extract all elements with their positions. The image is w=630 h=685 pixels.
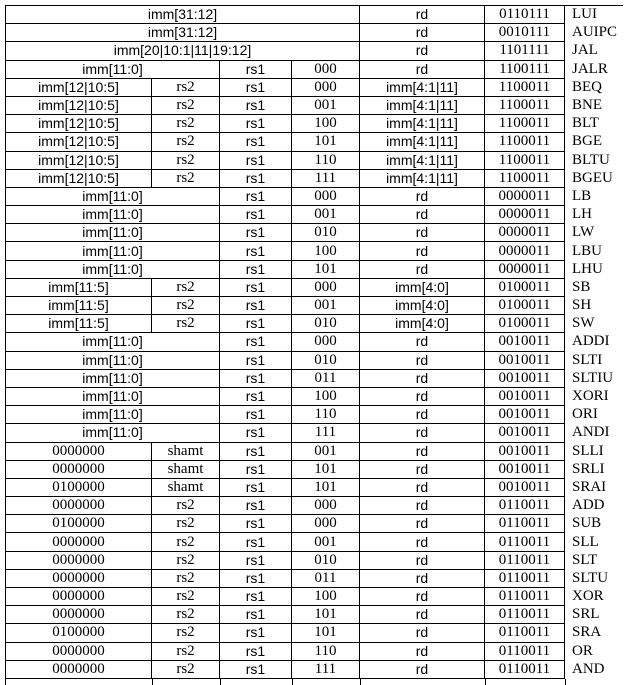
table-row — [6, 60, 623, 78]
field-cell: imm[12|10:5] — [6, 96, 152, 114]
field-cell: rs1 — [220, 96, 292, 114]
field-cell: 0010011 — [485, 369, 565, 387]
field-cell: rd — [360, 460, 485, 478]
table-row — [6, 369, 623, 387]
instruction-name: ADDI — [572, 333, 610, 350]
field-cell: 0000000 — [6, 642, 152, 660]
field-cell: rs1 — [220, 151, 292, 169]
table-row — [6, 115, 623, 133]
field-cell: imm[12|10:5] — [6, 169, 152, 187]
field-cell: 101 — [292, 606, 360, 624]
field-cell: shamt — [152, 478, 220, 496]
table-row — [6, 406, 623, 424]
field-cell: rs2 — [152, 151, 220, 169]
table-row — [6, 606, 623, 624]
field-cell: 0000000 — [6, 497, 152, 515]
instruction-name: JAL — [572, 42, 598, 59]
field-cell: 1100011 — [485, 96, 565, 114]
field-cell: imm[31:12] — [6, 6, 360, 24]
field-cell: 0000000 — [6, 533, 152, 551]
field-cell: 110 — [292, 642, 360, 660]
field-cell: rd — [360, 660, 485, 678]
field-cell: 111 — [292, 660, 360, 678]
field-cell: imm[11:5] — [6, 297, 152, 315]
instruction-name: BLT — [572, 115, 599, 132]
field-cell: rd — [360, 533, 485, 551]
field-cell: rs2 — [152, 660, 220, 678]
field-cell: 0010111 — [485, 24, 565, 42]
field-cell: rd — [360, 351, 485, 369]
table-row — [6, 478, 623, 496]
field-cell: 0110011 — [485, 533, 565, 551]
field-cell: 1100011 — [485, 115, 565, 133]
field-cell: rs2 — [152, 169, 220, 187]
field-cell: rs1 — [220, 497, 292, 515]
field-cell: rs2 — [152, 588, 220, 606]
instruction-name: SLLI — [572, 442, 604, 459]
field-cell: 0010011 — [485, 351, 565, 369]
field-cell: imm[11:0] — [6, 260, 220, 278]
field-cell: 101 — [292, 133, 360, 151]
field-cell: imm[4:1|11] — [360, 78, 485, 96]
table-row — [6, 187, 623, 205]
field-cell: rs1 — [220, 297, 292, 315]
field-cell: 000 — [292, 78, 360, 96]
instruction-name: SLTIU — [572, 369, 614, 386]
field-cell: imm[11:0] — [6, 242, 220, 260]
field-cell: 0010011 — [485, 460, 565, 478]
field-cell: 100 — [292, 115, 360, 133]
field-cell: 010 — [292, 351, 360, 369]
field-cell: 0000011 — [485, 242, 565, 260]
instruction-name: LW — [572, 224, 595, 241]
field-cell: 0010011 — [485, 478, 565, 496]
field-cell: 0110011 — [485, 660, 565, 678]
table-row — [6, 297, 623, 315]
field-cell: 000 — [292, 497, 360, 515]
field-cell: rd — [360, 551, 485, 569]
table-row — [6, 42, 623, 60]
table-continuation-edge — [5, 679, 565, 685]
table-row — [6, 624, 623, 642]
field-cell: rs2 — [152, 606, 220, 624]
field-cell: 0010011 — [485, 387, 565, 405]
table-row — [6, 224, 623, 242]
field-cell: rs1 — [220, 78, 292, 96]
field-cell: imm[11:0] — [6, 333, 220, 351]
field-cell: 101 — [292, 624, 360, 642]
field-cell: rd — [360, 424, 485, 442]
field-cell: 110 — [292, 406, 360, 424]
field-cell: rd — [360, 369, 485, 387]
field-cell: rd — [360, 60, 485, 78]
instruction-name: SW — [572, 315, 595, 332]
table-row — [6, 387, 623, 405]
field-cell: rs1 — [220, 278, 292, 296]
field-cell: 1100011 — [485, 151, 565, 169]
field-cell: 001 — [292, 96, 360, 114]
table-row — [6, 569, 623, 587]
field-cell: 0000011 — [485, 187, 565, 205]
field-cell: rs1 — [220, 169, 292, 187]
field-cell: imm[11:5] — [6, 278, 152, 296]
field-cell: shamt — [152, 442, 220, 460]
field-cell: imm[12|10:5] — [6, 115, 152, 133]
instruction-name: BEQ — [572, 78, 602, 95]
field-cell: 0000011 — [485, 224, 565, 242]
field-cell: 111 — [292, 424, 360, 442]
field-cell: 100 — [292, 588, 360, 606]
field-cell: 0100000 — [6, 624, 152, 642]
field-cell: 001 — [292, 533, 360, 551]
field-cell: 0100011 — [485, 278, 565, 296]
field-cell: 0110011 — [485, 569, 565, 587]
field-cell: rs2 — [152, 278, 220, 296]
instruction-name: JALR — [572, 60, 608, 77]
field-cell: rd — [360, 478, 485, 496]
instruction-name: SUB — [572, 515, 602, 532]
table-row — [6, 96, 623, 114]
field-cell: 000 — [292, 187, 360, 205]
instruction-name: OR — [572, 642, 593, 659]
field-cell: rs1 — [220, 460, 292, 478]
field-cell: rs2 — [152, 297, 220, 315]
field-cell: 0010011 — [485, 333, 565, 351]
field-cell: imm[11:0] — [6, 424, 220, 442]
field-cell: 0000000 — [6, 660, 152, 678]
field-cell: rs1 — [220, 260, 292, 278]
instruction-name: AND — [572, 660, 605, 677]
instruction-name: ADD — [572, 497, 605, 514]
field-cell: rs1 — [220, 533, 292, 551]
instruction-name: BNE — [572, 97, 602, 114]
field-cell: imm[11:0] — [6, 224, 220, 242]
field-cell: rd — [360, 260, 485, 278]
table-row — [6, 660, 623, 678]
field-cell: 1100011 — [485, 78, 565, 96]
instruction-name: BGEU — [572, 169, 613, 186]
field-cell: rd — [360, 206, 485, 224]
field-cell: 101 — [292, 478, 360, 496]
field-cell: 0000000 — [6, 442, 152, 460]
field-cell: 0000000 — [6, 569, 152, 587]
field-cell: rd — [360, 24, 485, 42]
field-cell: rs1 — [220, 115, 292, 133]
field-cell: imm[11:0] — [6, 387, 220, 405]
field-cell: 101 — [292, 460, 360, 478]
field-cell: rs1 — [220, 369, 292, 387]
instruction-name: SLL — [572, 533, 599, 550]
instruction-name: BGE — [572, 133, 602, 150]
field-cell: 0010011 — [485, 442, 565, 460]
field-cell: rs2 — [152, 515, 220, 533]
field-cell: rs1 — [220, 187, 292, 205]
field-cell: imm[4:0] — [360, 315, 485, 333]
field-cell: rs2 — [152, 315, 220, 333]
field-cell: rd — [360, 387, 485, 405]
table-row — [6, 169, 623, 187]
table-row — [6, 24, 623, 42]
field-cell: imm[4:1|11] — [360, 96, 485, 114]
field-cell: rs2 — [152, 551, 220, 569]
field-cell: rs2 — [152, 96, 220, 114]
field-cell: rs1 — [220, 351, 292, 369]
field-cell: 0000000 — [6, 460, 152, 478]
field-cell: rs1 — [220, 660, 292, 678]
field-cell: 011 — [292, 369, 360, 387]
field-cell: 0100011 — [485, 297, 565, 315]
field-cell: rs1 — [220, 551, 292, 569]
field-cell: 000 — [292, 60, 360, 78]
rv32i-encoding-table — [5, 5, 623, 679]
field-cell: shamt — [152, 460, 220, 478]
instruction-name: SB — [572, 278, 591, 295]
field-cell: rs1 — [220, 60, 292, 78]
field-cell: 000 — [292, 278, 360, 296]
table-row — [6, 351, 623, 369]
field-cell: rs1 — [220, 387, 292, 405]
field-cell: imm[12|10:5] — [6, 78, 152, 96]
field-cell: 0100000 — [6, 478, 152, 496]
field-cell: imm[11:5] — [6, 315, 152, 333]
field-cell: rs1 — [220, 406, 292, 424]
field-cell: imm[11:0] — [6, 206, 220, 224]
field-cell: imm[11:0] — [6, 60, 220, 78]
field-cell: imm[4:1|11] — [360, 169, 485, 187]
field-cell: rs2 — [152, 78, 220, 96]
instruction-name: LBU — [572, 242, 602, 259]
field-cell: rs2 — [152, 569, 220, 587]
field-cell: rd — [360, 242, 485, 260]
field-cell: 0110111 — [485, 6, 565, 24]
table-row — [6, 333, 623, 351]
field-cell: 010 — [292, 315, 360, 333]
field-cell: rd — [360, 569, 485, 587]
field-cell: rs1 — [220, 442, 292, 460]
field-cell: 001 — [292, 206, 360, 224]
field-cell: 0110011 — [485, 642, 565, 660]
table-row — [6, 6, 623, 24]
field-cell: 0110011 — [485, 515, 565, 533]
field-cell: 0010011 — [485, 424, 565, 442]
field-cell: rd — [360, 406, 485, 424]
field-cell: rs2 — [152, 624, 220, 642]
field-cell: 0000011 — [485, 260, 565, 278]
instruction-name: SRL — [572, 606, 600, 623]
field-cell: rs1 — [220, 569, 292, 587]
field-cell: rd — [360, 606, 485, 624]
instruction-name: XORI — [572, 388, 609, 405]
field-cell: 1100011 — [485, 133, 565, 151]
field-cell: rs1 — [220, 242, 292, 260]
field-cell: imm[11:0] — [6, 406, 220, 424]
table-row — [6, 642, 623, 660]
field-cell: 100 — [292, 387, 360, 405]
instruction-name: ANDI — [572, 424, 610, 441]
field-cell: 100 — [292, 242, 360, 260]
field-cell: rd — [360, 442, 485, 460]
field-cell: imm[11:0] — [6, 369, 220, 387]
field-cell: imm[11:0] — [6, 351, 220, 369]
field-cell: 111 — [292, 169, 360, 187]
table-row — [6, 151, 623, 169]
field-cell: rd — [360, 588, 485, 606]
field-cell: rd — [360, 642, 485, 660]
field-cell: imm[4:1|11] — [360, 133, 485, 151]
instruction-name: SRLI — [572, 460, 605, 477]
field-cell: 0000000 — [6, 588, 152, 606]
field-cell: 000 — [292, 515, 360, 533]
field-cell: 0110011 — [485, 551, 565, 569]
field-cell: 011 — [292, 569, 360, 587]
instruction-name: LB — [572, 187, 592, 204]
field-cell: rs1 — [220, 206, 292, 224]
field-cell: rs2 — [152, 133, 220, 151]
table-row — [6, 533, 623, 551]
field-cell: rd — [360, 624, 485, 642]
field-cell: rd — [360, 6, 485, 24]
field-cell: 110 — [292, 151, 360, 169]
field-cell: rs1 — [220, 642, 292, 660]
field-cell: 001 — [292, 297, 360, 315]
instruction-name: LHU — [572, 260, 603, 277]
field-cell: 0010011 — [485, 406, 565, 424]
table-row — [6, 206, 623, 224]
table-row — [6, 315, 623, 333]
field-cell: 0000000 — [6, 551, 152, 569]
instruction-name: ORI — [572, 406, 598, 423]
field-cell: 1101111 — [485, 42, 565, 60]
field-cell: rs1 — [220, 606, 292, 624]
field-cell: rd — [360, 224, 485, 242]
field-cell: rs1 — [220, 333, 292, 351]
table-row — [6, 515, 623, 533]
field-cell: rs1 — [220, 224, 292, 242]
table-row — [6, 460, 623, 478]
field-cell: imm[12|10:5] — [6, 133, 152, 151]
table-row — [6, 260, 623, 278]
instruction-name: LUI — [565, 6, 623, 24]
table-row — [6, 424, 623, 442]
instruction-name: SLTU — [572, 569, 609, 586]
field-cell: imm[11:0] — [6, 187, 220, 205]
field-cell: 010 — [292, 551, 360, 569]
field-cell: 0100011 — [485, 315, 565, 333]
field-cell: 1100111 — [485, 60, 565, 78]
field-cell: imm[4:0] — [360, 278, 485, 296]
instruction-name: AUIPC — [572, 24, 618, 41]
field-cell: imm[4:0] — [360, 297, 485, 315]
field-cell: 101 — [292, 260, 360, 278]
field-cell: 0110011 — [485, 606, 565, 624]
table-row — [6, 588, 623, 606]
field-cell: rd — [360, 187, 485, 205]
field-cell: rd — [360, 333, 485, 351]
field-cell: imm[12|10:5] — [6, 151, 152, 169]
field-cell: 010 — [292, 224, 360, 242]
field-cell: imm[31:12] — [6, 24, 360, 42]
table-row — [6, 497, 623, 515]
field-cell: 000 — [292, 333, 360, 351]
field-cell: rs1 — [220, 624, 292, 642]
instruction-name: SLT — [572, 551, 598, 568]
field-cell: rs1 — [220, 424, 292, 442]
table-row — [6, 133, 623, 151]
field-cell: rs1 — [220, 315, 292, 333]
instruction-name: BLTU — [572, 151, 610, 168]
instruction-name: SRAI — [572, 478, 607, 495]
field-cell: 1100011 — [485, 169, 565, 187]
instruction-name: SRA — [572, 624, 602, 641]
table-row — [6, 278, 623, 296]
table-row — [6, 442, 623, 460]
field-cell: rs2 — [152, 497, 220, 515]
table-body — [6, 6, 623, 679]
instruction-name: SH — [572, 297, 592, 314]
field-cell: imm[20|10:1|11|19:12] — [6, 42, 360, 60]
table-row — [6, 78, 623, 96]
field-cell: imm[4:1|11] — [360, 151, 485, 169]
field-cell: rd — [360, 42, 485, 60]
field-cell: 0110011 — [485, 588, 565, 606]
field-cell: 0110011 — [485, 624, 565, 642]
table-row — [6, 551, 623, 569]
field-cell: rs1 — [220, 478, 292, 496]
field-cell: imm[4:1|11] — [360, 115, 485, 133]
field-cell: 0100000 — [6, 515, 152, 533]
table-row — [6, 242, 623, 260]
field-cell: 001 — [292, 442, 360, 460]
instruction-name: SLTI — [572, 351, 603, 368]
instruction-name: XOR — [572, 588, 604, 605]
field-cell: rs1 — [220, 133, 292, 151]
instruction-name: LH — [572, 206, 592, 223]
field-cell: 0000000 — [6, 606, 152, 624]
field-cell: rs1 — [220, 515, 292, 533]
field-cell: rs2 — [152, 115, 220, 133]
field-cell: 0110011 — [485, 497, 565, 515]
field-cell: rs1 — [220, 588, 292, 606]
field-cell: rs2 — [152, 533, 220, 551]
field-cell: rs2 — [152, 642, 220, 660]
field-cell: 0000011 — [485, 206, 565, 224]
field-cell: rd — [360, 497, 485, 515]
field-cell: rd — [360, 515, 485, 533]
